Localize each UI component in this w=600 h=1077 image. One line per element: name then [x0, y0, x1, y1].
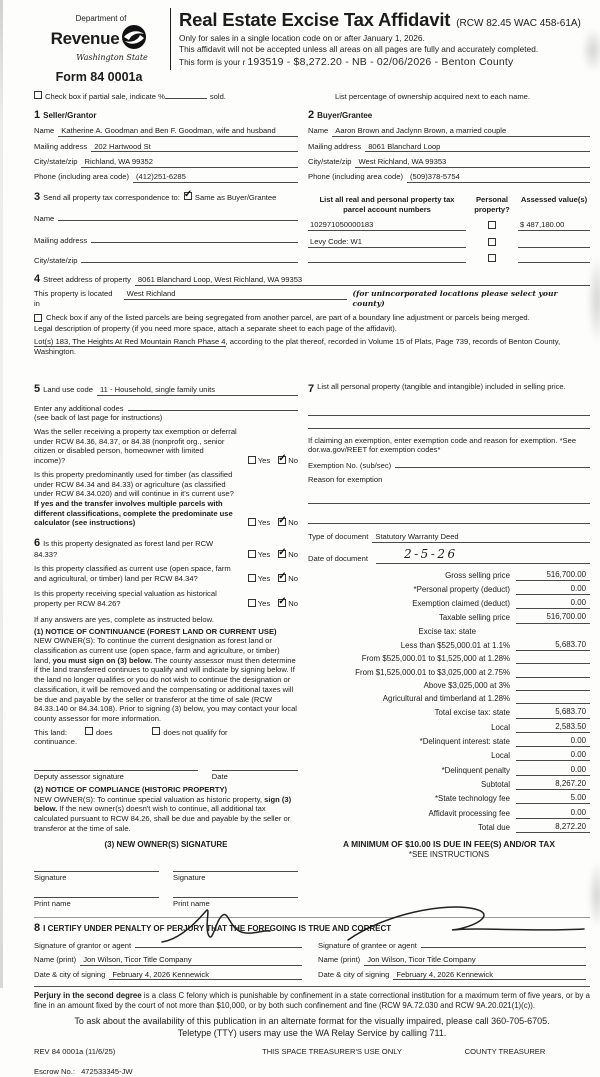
personal-property-line[interactable]: [308, 418, 590, 429]
doc-date-field[interactable]: 2-5-26: [376, 547, 590, 563]
legal-description-label: Legal description of property (if you need more space, attach a separate sheet to each page of the affidavit).: [34, 324, 397, 334]
perjury-notice: [34, 986, 590, 1011]
no-label: No: [288, 550, 298, 560]
buyer-city-field[interactable]: West Richland, WA 99353: [355, 157, 590, 168]
section-7-number: 7: [308, 383, 315, 396]
tax-value[interactable]: 5,683.70: [516, 707, 590, 718]
tax-value[interactable]: [516, 695, 590, 705]
tax-value[interactable]: 516,700.00: [516, 570, 590, 581]
right-column: [298, 382, 590, 909]
section-4-number: 4: [34, 273, 41, 286]
parcel-col1-header: List all real and personal property tax parcel account numbers: [319, 194, 455, 214]
new-owner-print-name-line[interactable]: [34, 888, 159, 898]
tax-label: *Delinquent interest: state: [419, 737, 510, 747]
tax-row: [308, 681, 590, 691]
tax-label: Less than $525,000.01 at 1.1%: [400, 641, 510, 650]
timber-question: Is this property predominantly used for timber (as classified under RCW 84.34 and 84.33) or agriculture (as classified under RCW 84.34.020) and will continue in it's current use?: [34, 469, 234, 499]
reason-line[interactable]: [308, 493, 590, 504]
buyer-title: Buyer/Grantee: [317, 110, 373, 120]
tax-value[interactable]: [516, 655, 590, 665]
tax-label: Agricultural and timberland at 1.28%: [382, 694, 510, 704]
notice-continuance-title: (1) NOTICE OF CONTINUANCE (FOREST LAND OR CURRENT USE): [34, 626, 277, 636]
seller-title: Seller/Grantor: [43, 110, 97, 120]
this-land-label: This land:: [34, 727, 67, 737]
partial-sale-percent-field[interactable]: [165, 90, 207, 99]
notice-continuance-body: [34, 636, 298, 723]
tax-value[interactable]: 0.00: [516, 750, 590, 761]
escrow-label: Escrow No.:: [34, 1067, 75, 1077]
no-label: No: [288, 518, 298, 528]
street-address-field[interactable]: 8061 Blanchard Loop, West Richland, WA 99353: [135, 275, 590, 286]
current-use-no-checkbox[interactable]: [278, 574, 286, 582]
seller-phone-label: Phone (including area code): [34, 172, 129, 182]
seller-mailing-label: Mailing address: [34, 141, 88, 151]
forest-yes-checkbox[interactable]: [248, 550, 256, 558]
notice2-post: If the new owner(s) doesn't wish to continue, all additional tax calculated pursuant to RCW 84.26, shall be due and payable by the seller or transferor at the time of sale.: [34, 804, 291, 833]
reason-line[interactable]: [308, 513, 590, 524]
historic-yes-checkbox[interactable]: [248, 599, 256, 607]
unincorporated-note: (for unincorporated locations please select your county): [352, 289, 558, 308]
corr-name-label: Name: [34, 213, 55, 223]
legal-description-rest: , according to the plat thereof, recorded in Volume 15 of Plats, Page 739, records of Benton County, Washington.: [34, 337, 561, 356]
notice1-bold: you must sign on (3) below.: [52, 655, 153, 665]
signature-label: Signature: [173, 872, 206, 882]
tax-row: [308, 654, 590, 664]
header-note-1: Only for sales in a single location code on or after January 1, 2026.: [179, 32, 425, 43]
signature-label: Signature: [34, 872, 67, 882]
notice2-bold: sign (3) below.: [34, 794, 292, 814]
tax-label: Exemption claimed (deduct): [412, 599, 510, 609]
seller-section: [34, 108, 298, 183]
personal-property-line[interactable]: [308, 405, 590, 416]
corr-city-label: City/state/zip: [34, 256, 78, 266]
corr-mailing-label: Mailing address: [34, 235, 88, 245]
grantor-date-field[interactable]: February 4, 2026 Kennewick: [109, 970, 302, 981]
historic-question: Is this property receiving special valuation as historical property per RCW 84.26?: [34, 589, 217, 609]
tax-row: [308, 584, 590, 595]
same-as-buyer-label: Same as Buyer/Grantee: [194, 192, 277, 202]
assessed-value-field[interactable]: [518, 254, 590, 263]
tax-value[interactable]: 0.00: [516, 736, 590, 747]
tax-label: Taxable selling price: [438, 613, 510, 623]
yes-label: Yes: [257, 518, 271, 528]
section-8-number: 8: [34, 922, 41, 935]
buyer-phone-field[interactable]: (509)378-5754: [407, 172, 590, 183]
tax-value[interactable]: 0.00: [516, 584, 590, 595]
parcel-table: [298, 190, 590, 266]
buyer-city-label: City/state/zip: [308, 156, 352, 166]
tax-row: [308, 779, 590, 790]
assessed-value-field[interactable]: [518, 239, 590, 248]
parcel-col2-header: Personal property?: [474, 194, 510, 214]
rcw-reference: (RCW 82.45 WAC 458-61A): [456, 18, 581, 29]
tax-label: From $525,000.01 to $1,525,000 at 1.28%: [361, 654, 510, 664]
personal-property-label: List all personal property (tangible and intangible) included in selling price.: [317, 382, 566, 392]
tax-row: [308, 736, 590, 747]
doc-type-label: Type of document: [308, 532, 369, 542]
correspondence-label: Send all property tax correspondence to:: [43, 192, 180, 202]
tax-section-header-row: [308, 627, 590, 637]
form-number: Form 84 0001a: [55, 70, 143, 85]
new-owners-signature-title: (3) NEW OWNER(S) SIGNATURE: [104, 839, 228, 849]
partial-sale-sold-label: sold.: [209, 92, 226, 102]
tax-label: Subtotal: [481, 779, 510, 789]
parcel-row: [308, 237, 590, 248]
buyer-name-field[interactable]: Aaron Brown and Jaclynn Brown, a married couple: [332, 126, 590, 137]
see-instructions-note: *SEE INSTRUCTIONS: [408, 849, 490, 859]
seller-phone-field[interactable]: (412)251-6285: [133, 172, 298, 183]
section-6-number: 6: [34, 537, 41, 550]
buyer-mailing-label: Mailing address: [308, 141, 362, 151]
seller-city-label: City/state/zip: [34, 156, 78, 166]
corr-name-field[interactable]: [58, 212, 298, 221]
does-not-label: does not qualify for: [163, 727, 228, 737]
additional-codes-note: (see back of last page for instructions): [34, 413, 163, 423]
exemption-yes-checkbox[interactable]: [248, 456, 256, 464]
new-owner-signature-line[interactable]: [173, 862, 298, 872]
tax-row: [308, 694, 590, 704]
tax-value[interactable]: 8,267.20: [516, 779, 590, 790]
deputy-assessor-label: Deputy assessor signature: [34, 772, 124, 782]
county-treasurer-label: COUNTY TREASURER: [464, 1047, 546, 1057]
located-in-field[interactable]: West Richland: [124, 289, 347, 300]
grantor-name-label: Name (print): [34, 954, 77, 964]
tax-calculation: [308, 570, 590, 833]
tax-row: [308, 765, 590, 776]
buyer-name-label: Name: [308, 126, 329, 136]
excise-tax-state-header: Excise tax: state: [418, 626, 476, 636]
section-3-number: 3: [34, 190, 41, 203]
partial-sale-label: Check box if partial sale, indicate %: [45, 92, 165, 102]
dept-of-label: Department of: [75, 14, 127, 23]
buyer-mailing-field[interactable]: 8061 Blanchard Loop: [365, 142, 590, 153]
page-title: Real Estate Excise Tax Affidavit: [179, 9, 451, 30]
parcel-number-field[interactable]: Levy Code: W1: [308, 237, 466, 248]
grantee-signature-line[interactable]: [421, 939, 586, 948]
property-address-section: [34, 272, 590, 356]
rev-number: REV 84 0001a (11/6/25): [34, 1047, 116, 1057]
dor-logo: [34, 6, 164, 85]
receipt-stamp: 193519 - $8,272.20 - NB - 02/06/2026 - Benton County: [247, 55, 514, 68]
tax-label: *Delinquent penalty: [441, 765, 510, 775]
doc-type-field[interactable]: Statutory Warranty Deed: [372, 532, 590, 543]
tax-row: [308, 612, 590, 623]
exemption-note: If claiming an exemption, enter exemption code and reason for exemption. *See dor.wa.gov/REET for exemption codes*: [308, 435, 577, 455]
tax-label: Affidavit processing fee: [428, 808, 510, 818]
personal-property-checkbox[interactable]: [488, 238, 496, 246]
tax-value[interactable]: 2,583.50: [516, 722, 590, 733]
tax-row: [308, 722, 590, 733]
seller-city-field[interactable]: Richland, WA 99352: [81, 157, 298, 168]
grantee-date-label: Date & city of signing: [318, 969, 390, 979]
seller-mailing-field[interactable]: 202 Hartwood St: [91, 142, 298, 153]
perjury-rest: is a class C felony which is punishable by confinement in a state correctional institution for a maximum term of five years, or by a fine in an amount fixed by the court of not more than $10,000, or by both such confinement and fine (RCW 9A.72.030 and RCW 9A.20.021(1)(c)).: [34, 991, 590, 1011]
new-owner-print-name-line[interactable]: [173, 888, 298, 898]
tax-label: Local: [491, 722, 510, 732]
left-column: [34, 382, 298, 909]
escrow-number: [34, 1067, 590, 1077]
tax-correspondence-section: [34, 190, 298, 266]
timber-question-bold: If yes and the transfer involves multiple parcels with different classifications, complete the predominate use calculator (see instructions): [34, 499, 233, 528]
tax-row: [308, 707, 590, 718]
section-2-number: 2: [308, 108, 315, 121]
print-name-label: Print name: [173, 899, 210, 909]
grantee-name-field[interactable]: Jon Wilson, Ticor Title Company: [364, 955, 586, 966]
deputy-date-line[interactable]: [212, 761, 298, 771]
current-use-question: Is this property classified as current use (open space, farm and agricultural, or timber) land per RCW 84.34?: [34, 563, 231, 583]
buyer-section: [298, 108, 590, 183]
parcel-col3-header: Assessed value(s): [520, 194, 588, 204]
personal-property-checkbox[interactable]: [488, 221, 496, 229]
print-name-label: Print name: [34, 899, 71, 909]
located-in-label: This property is located in: [34, 289, 113, 308]
header-divider: [170, 8, 171, 70]
legal-description: [34, 337, 590, 356]
section-5-number: 5: [34, 383, 41, 396]
corr-city-field[interactable]: [81, 254, 298, 263]
tax-row: [308, 750, 590, 761]
segregated-checkbox[interactable]: [34, 314, 42, 322]
tax-label: Gross selling price: [445, 570, 510, 580]
forest-no-checkbox[interactable]: [278, 550, 286, 558]
timber-yes-checkbox[interactable]: [248, 518, 256, 526]
accessibility-notice: To ask about the availability of this publication in an alternate format for the visually impaired, please call 360-705-6705. Teletype (TTY) users may use the WA Relay Service by calling 711.: [74, 1016, 550, 1038]
tax-label: From $1,525,000.01 to $3,025,000 at 2.75%: [355, 667, 510, 677]
tax-label: *Personal property (deduct): [413, 584, 510, 594]
reason-for-exemption-label: Reason for exemption: [308, 474, 383, 484]
parcel-number-field[interactable]: [308, 254, 466, 263]
yes-label: Yes: [257, 456, 271, 466]
grantee-sig-label: Signature of grantee or agent: [318, 941, 417, 951]
no-label: No: [288, 456, 298, 466]
tax-row: [308, 793, 590, 804]
new-owner-signature-line[interactable]: [34, 862, 159, 872]
additional-codes-field[interactable]: [128, 402, 299, 411]
tax-value[interactable]: 0.00: [516, 598, 590, 609]
tax-row: [308, 822, 590, 833]
tax-value[interactable]: 0.00: [516, 765, 590, 776]
land-does-checkbox[interactable]: [85, 727, 93, 735]
continuance-label: continuance.: [34, 737, 78, 747]
exemption-no-checkbox[interactable]: [278, 456, 286, 464]
tax-row: [308, 598, 590, 609]
parcel-row: [308, 254, 590, 264]
yes-label: Yes: [257, 599, 271, 609]
buyer-phone-label: Phone (including area code): [308, 172, 403, 182]
grantor-sig-label: Signature of grantor or agent: [34, 941, 132, 951]
street-address-label: Street address of property: [43, 275, 131, 285]
tax-value[interactable]: 5.00: [516, 793, 590, 804]
tax-value[interactable]: 516,700.00: [516, 612, 590, 623]
certify-statement: I CERTIFY UNDER PENALTY OF PERJURY THAT THE FOREGOING IS TRUE AND CORRECT: [43, 924, 392, 934]
partial-sale-checkbox[interactable]: [34, 91, 42, 99]
tax-label: Total excise tax: state: [434, 708, 510, 718]
dor-swirl-icon: [121, 24, 147, 53]
current-use-yes-checkbox[interactable]: [248, 574, 256, 582]
seller-name-label: Name: [34, 126, 55, 136]
no-label: No: [288, 573, 298, 583]
header-note-2: This affidavit will not be accepted unless all areas on all pages are fully and accurately completed.: [179, 44, 539, 55]
deputy-assessor-signature-line[interactable]: [34, 761, 198, 771]
tax-value[interactable]: 8,272.20: [516, 822, 590, 833]
tax-label: Above $3,025,000 at 3%: [423, 680, 510, 690]
tax-row: [308, 668, 590, 678]
grantor-date-label: Date & city of signing: [34, 969, 106, 979]
land-use-field[interactable]: 11 - Household, single family units: [97, 385, 298, 396]
timber-no-checkbox[interactable]: [278, 518, 286, 526]
ownership-note: List percentage of ownership acquired next to each name.: [334, 92, 530, 102]
tax-label: Total due: [477, 822, 510, 832]
seller-name-field[interactable]: Katherine A. Goodman and Ben F. Goodman, wife and husband: [58, 126, 298, 137]
tax-label: *State technology fee: [434, 794, 510, 804]
treasurer-space-label: THIS SPACE TREASURER'S USE ONLY: [262, 1047, 402, 1057]
notice2-pre: NEW OWNER(S): To continue special valuation as historic property,: [34, 794, 265, 804]
does-label: does: [95, 727, 113, 737]
exemption-no-label: Exemption No. (sub/sec): [308, 461, 392, 470]
historic-no-checkbox[interactable]: [278, 599, 286, 607]
section-1-number: 1: [34, 108, 41, 121]
tax-value[interactable]: [516, 682, 590, 692]
tax-label: Local: [491, 751, 510, 761]
tax-value[interactable]: 5,683.70: [516, 640, 590, 651]
if-yes-instruction: If any answers are yes, complete as instructed below.: [34, 614, 214, 624]
parcel-row: [308, 220, 590, 231]
land-use-label: Land use code: [43, 385, 93, 395]
notice1-pre: NEW OWNER(S): To continue the current designation as forest land or classification as current use (open space, farm and agriculture, or timber) land,: [34, 636, 280, 665]
corr-mailing-field[interactable]: [91, 234, 298, 243]
grantor-name-field[interactable]: Jon Wilson, Ticor Title Company: [80, 955, 302, 966]
grantee-date-field[interactable]: February 4, 2026 Kennewick: [393, 970, 586, 981]
deputy-date-label: Date: [211, 772, 228, 782]
additional-codes-label: Enter any additional codes: [34, 403, 124, 413]
personal-property-checkbox[interactable]: [488, 254, 496, 262]
header-note-3: This form is your r: [179, 56, 246, 67]
grantor-signature-line[interactable]: [135, 939, 302, 948]
parcel-number-field[interactable]: 102971050000183: [308, 220, 466, 231]
same-as-buyer-checkbox[interactable]: [184, 192, 192, 200]
segregated-label: Check box if any of the listed parcels are being segregated from another parcel, are part of a boundary line adjustment or parcels being merged.: [46, 312, 530, 322]
tax-row: [308, 570, 590, 581]
grantee-name-label: Name (print): [318, 954, 361, 964]
certification-section: [34, 917, 590, 980]
legal-description-field[interactable]: Lot(s) 183, The Heights At Red Mountain Ranch Phase 4: [34, 337, 226, 347]
exemption-question: Was the seller receiving a property tax exemption or deferral under RCW 84.36, 84.37, or 84.38 (nonprofit org., senior citizen or disabled person, homeowner with limited income)?: [34, 427, 237, 466]
tax-row: [308, 640, 590, 651]
yes-label: Yes: [257, 550, 271, 560]
yes-label: Yes: [257, 573, 271, 583]
notice-compliance-body: [34, 795, 298, 834]
notice1-post: The county assessor must then determine if the land transferred continues to qualify and will indicate by signing below. If the land no longer qualifies or you do not wish to continue the designation or classification, it will be removed and the compensating or additional taxes will be due and payable by the seller or transferor at the time of sale (RCW 84.33.140 or 84.34.108). Prior to signing (3) below, you may contact your local county assessor for more information.: [34, 655, 297, 724]
exemption-no-field[interactable]: [395, 459, 590, 468]
perjury-bold: Perjury in the second degree: [34, 991, 142, 1001]
assessed-value-field[interactable]: $ 487,180.00: [518, 220, 590, 231]
minimum-due-note: A MINIMUM OF $10.00 IS DUE IN FEE(S) AND/OR TAX: [343, 838, 555, 849]
notice-compliance-title: (2) NOTICE OF COMPLIANCE (HISTORIC PROPERTY): [34, 784, 228, 794]
washington-state-label: Washington State: [76, 52, 148, 62]
tax-value[interactable]: 0.00: [516, 808, 590, 819]
forest-question: Is this property designated as forest land per RCW 84.33?: [34, 539, 214, 560]
no-label: No: [288, 599, 298, 609]
escrow-value: 472533345-JW: [81, 1067, 133, 1077]
revenue-wordmark: Revenue: [50, 28, 120, 48]
form-header: [34, 6, 590, 85]
footer-row: [34, 1047, 590, 1057]
land-does-not-checkbox[interactable]: [152, 727, 160, 735]
tax-row: [308, 808, 590, 819]
doc-date-label: Date of document: [308, 553, 368, 563]
tax-value[interactable]: [516, 668, 590, 678]
